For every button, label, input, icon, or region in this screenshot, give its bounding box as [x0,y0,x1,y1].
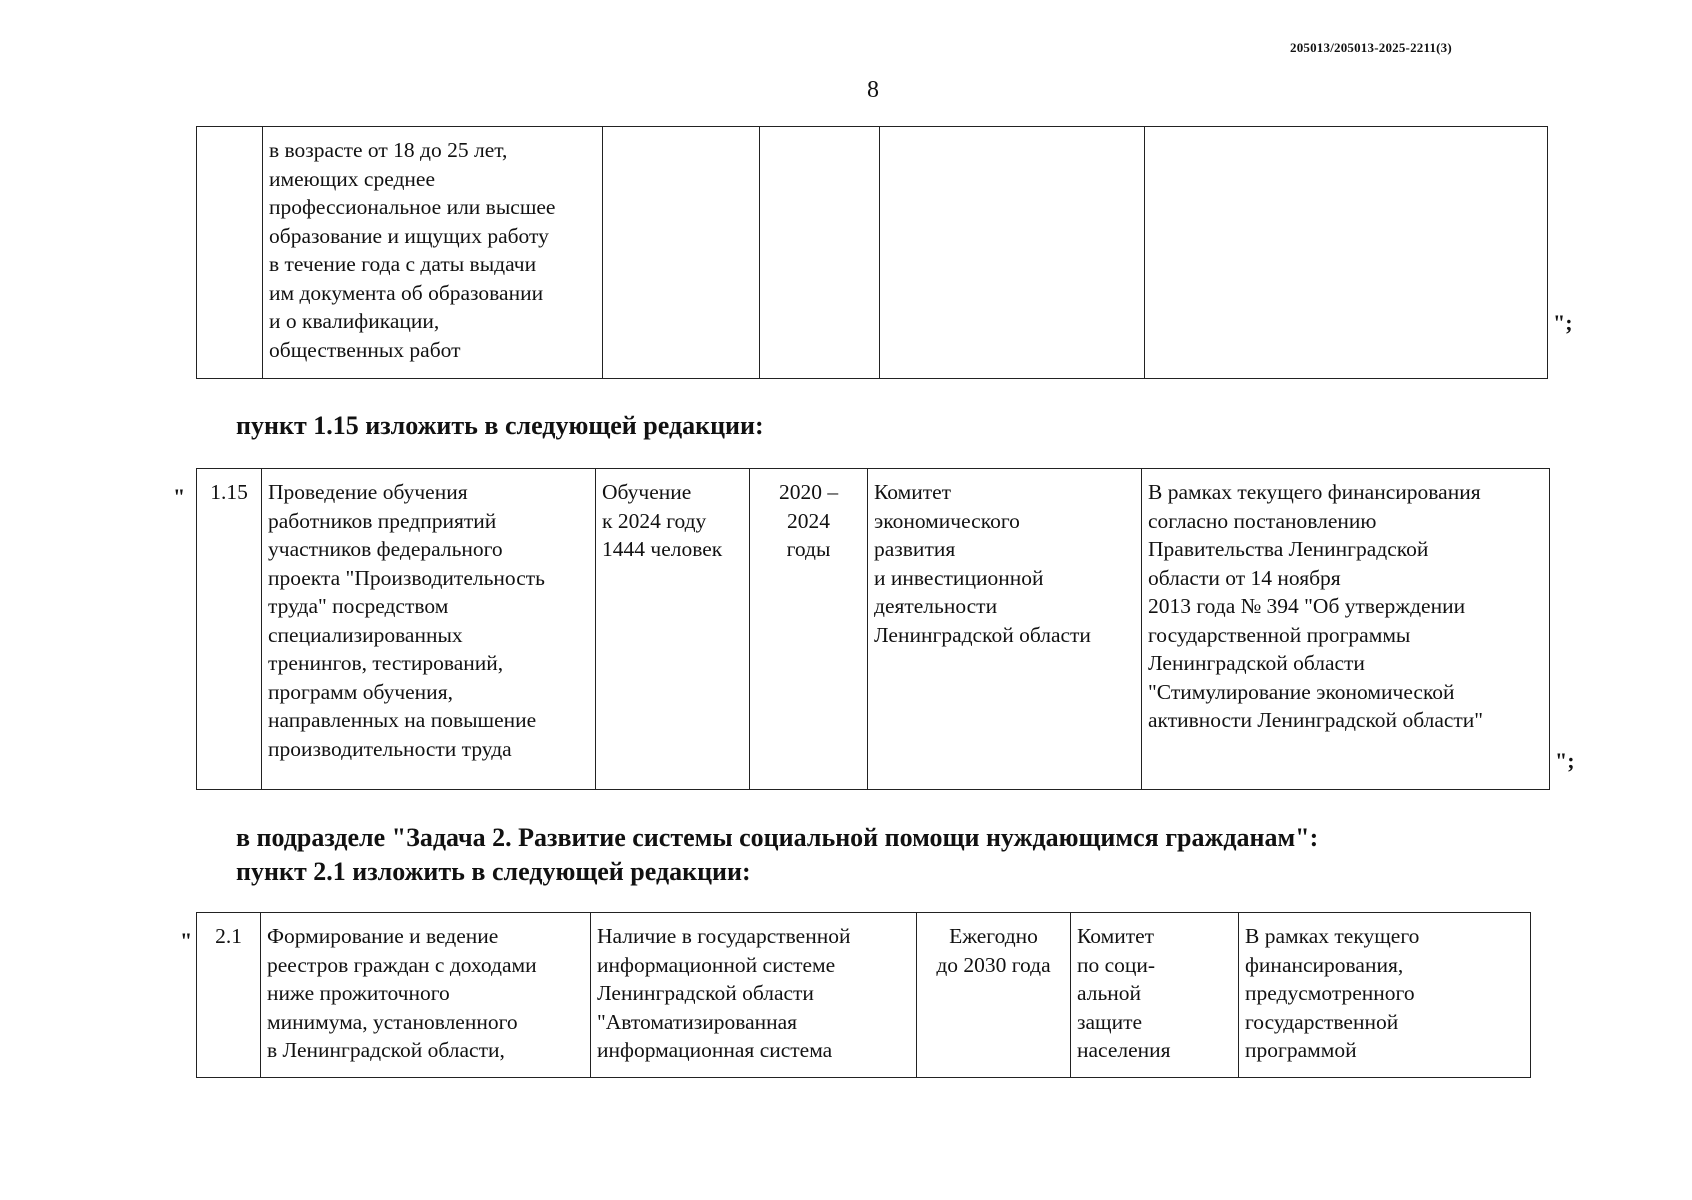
cell-result: Обучение к 2024 году 1444 человек [596,469,750,790]
subsection-heading: в подразделе "Задача 2. Развитие системы социальной помощи нуждающимся гражданам": [236,823,1319,852]
opening-quote-mark: " [173,484,186,509]
table-item-2-1 [196,912,1531,1078]
cell-activity: в возрасте от 18 до 25 лет, имеющих среднее профессиональное или высшее образование и ищущих работу в течение года с даты выдачи им документа об образовании и о квалификации, общественных работ [263,127,603,379]
cell-term [760,127,880,379]
opening-quote-mark: " [180,928,193,953]
cell-activity: Формирование и ведение реестров граждан с доходами ниже прожиточного минимума, установленного в Ленинградской области, [261,913,591,1078]
table-continuation [196,126,1548,379]
cell-financing [1145,127,1548,379]
cell-number: 1.15 [197,469,262,790]
cell-term: Ежегодно до 2030 года [917,913,1071,1078]
closing-quote-mark: "; [1553,310,1573,335]
cell-responsible: Комитет по соци- альной защите населения [1071,913,1239,1078]
cell-term: 2020 – 2024 годы [750,469,868,790]
cell-activity: Проведение обучения работников предприятий участников федерального проекта "Производительность труда" посредством специализированных тренингов, тестирований, программ обучения, направленных на повышение производительности труда [262,469,596,790]
cell-responsible [880,127,1145,379]
table-row [197,469,1550,790]
cell-financing: В рамках текущего финансирования, предусмотренного государственной программой [1239,913,1531,1078]
page-number: 8 [867,77,879,103]
cell-result: Наличие в государственной информационной системе Ленинградской области "Автоматизированная информационная система [591,913,917,1078]
cell-number [197,127,263,379]
cell-number: 2.1 [197,913,261,1078]
table-item-1-15 [196,468,1550,790]
document-number: 205013/205013-2025-2211(3) [1290,40,1452,55]
table-row [197,913,1531,1078]
table-row [197,127,1548,379]
instruction-text: пункт 2.1 изложить в следующей редакции: [236,857,751,886]
closing-quote-mark: "; [1555,748,1575,773]
instruction-text: пункт 1.15 изложить в следующей редакции: [236,411,764,440]
cell-result [603,127,760,379]
cell-financing: В рамках текущего финансирования согласно постановлению Правительства Ленинградской области от 14 ноября 2013 года № 394 "Об утверждении государственной программы Ленинградской области "Стимулирование экономической активности Ленинградской области" [1142,469,1550,790]
cell-responsible: Комитет экономического развития и инвестиционной деятельности Ленинградской области [868,469,1142,790]
